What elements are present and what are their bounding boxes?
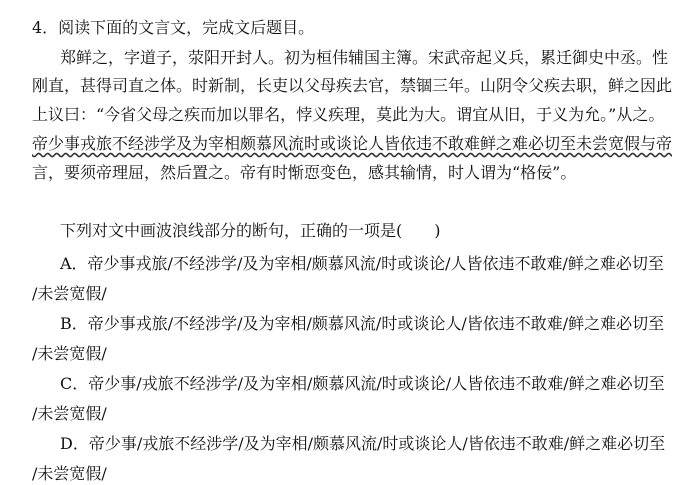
option-a-line-1: A．帝少事戎旅/不经涉学/及为宰相/颇慕风流/时或谈论/人皆依违不敢难/鲜之难必切至 xyxy=(60,254,664,273)
question-title: 4．阅读下面的文言文，完成文后题目。 xyxy=(32,18,315,37)
question-prompt: 下列对文中画波浪线部分的断句，正确的一项是( ) xyxy=(60,221,441,240)
passage-line-4-wavy-underlined: 帝少事戎旅不经涉学及为宰相颇慕风流时或谈论人皆依违不敢难鲜之难必切至未尝宽假与帝 xyxy=(32,134,673,153)
option-d-line-2: /未尝宽假/ xyxy=(32,464,107,483)
option-c-line-1: C．帝少事/戎旅不经涉学/及为宰相/颇慕风流/时或谈论/人皆依违不敢难/鲜之难必切至 xyxy=(60,374,665,393)
passage-line-1: 郑鲜之，字道子，荥阳开封人。初为桓伟辅国主簿。宋武帝起义兵，累迁御史中丞。性 xyxy=(60,48,669,67)
passage-line-5: 言，要须帝理屈，然后置之。帝有时惭恧变色，感其输情，时人谓为“格佞”。 xyxy=(32,163,577,182)
option-d-line-1: D．帝少事/戎旅不经涉学/及为宰相/颇慕风流/时或谈论人/皆依违不敢难/鲜之难必切至 xyxy=(60,434,666,453)
option-b-line-1: B．帝少事戎旅/不经涉学/及为宰相/颇慕风流/时或谈论人/皆依违不敢难/鲜之难必切至 xyxy=(60,314,665,333)
passage-line-3: 上议曰：“今省父母之疾而加以罪名，悖义疾理，莫此为大。谓宜从旧，于义为允。”从之。 xyxy=(32,105,665,124)
option-c-line-2: /未尝宽假/ xyxy=(32,404,107,423)
option-a-line-2: /未尝宽假/ xyxy=(32,284,107,303)
option-b-line-2: /未尝宽假/ xyxy=(32,344,107,363)
passage-line-2: 刚直，甚得司直之体。时新制，长吏以父母疾去官，禁锢三年。山阴令父疾去职，鲜之因此 xyxy=(32,76,673,95)
